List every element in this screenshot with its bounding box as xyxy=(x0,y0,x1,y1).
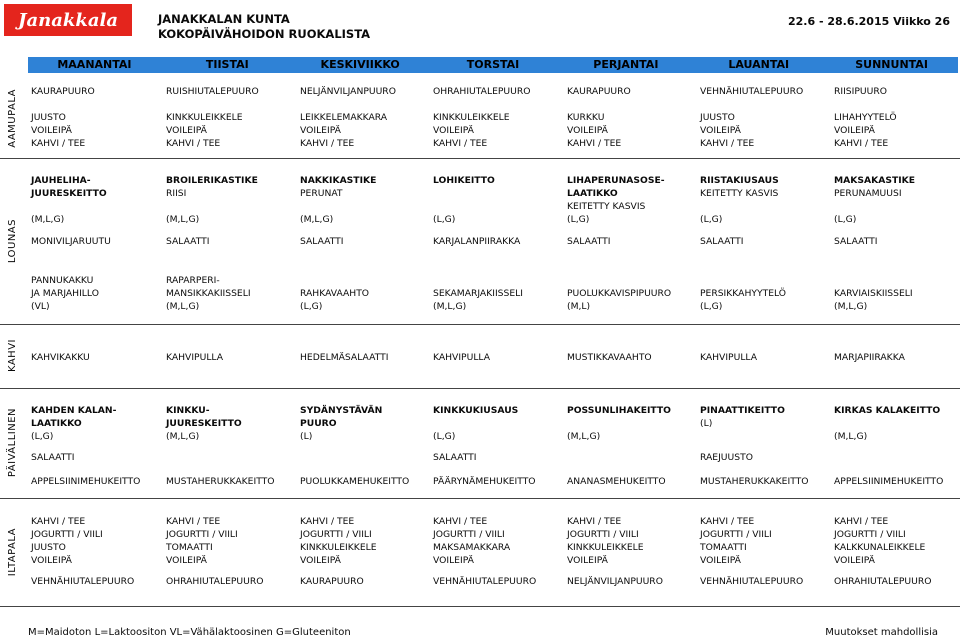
evening-yogurt-cell: JOGURTTI / VIILI xyxy=(31,529,103,540)
section-lounas xyxy=(0,158,960,325)
breakfast-drink-cell: KAHVI / TEE xyxy=(300,138,355,149)
breakfast-porridge-cell: VEHNÄHIUTALEPUURO xyxy=(700,86,804,97)
lunch-diet-cell: (L,G) xyxy=(567,214,590,225)
evening-topping-cell: JUUSTO xyxy=(31,542,66,553)
lunch-main-cell: LIHAPERUNASOSE- LAATIKKO xyxy=(567,175,665,199)
coffee-snack-cell: KAHVIPULLA xyxy=(700,352,758,363)
dinner-main-cell: KIRKAS KALAKEITTO xyxy=(834,405,941,416)
evening-drink-cell: KAHVI / TEE xyxy=(300,516,355,527)
section-kahvi xyxy=(0,324,960,389)
dinner-diet-cell: (M,L,G) xyxy=(567,431,601,442)
lunch-diet-cell: (M,L,G) xyxy=(31,214,65,225)
section-aamupala xyxy=(0,78,960,159)
evening-bread-cell: VOILEIPÄ xyxy=(433,555,474,566)
evening-bread-cell: VOILEIPÄ xyxy=(834,555,875,566)
dinner-diet-cell: (L,G) xyxy=(433,431,456,442)
lunch-extra-cell: SALAATTI xyxy=(700,236,744,247)
section-label: PÄIVÄLLINEN xyxy=(6,408,18,478)
evening-bread-cell: VOILEIPÄ xyxy=(166,555,207,566)
evening-porridge-cell: KAURAPUURO xyxy=(300,576,364,587)
lunch-dessert-cell: RAHKAVAAHTO xyxy=(300,288,370,299)
day-header-bar xyxy=(28,57,958,73)
evening-topping-cell: TOMAATTI xyxy=(700,542,747,553)
evening-porridge-cell: VEHNÄHIUTALEPUURO xyxy=(31,576,135,587)
section-paivallinen xyxy=(0,388,960,499)
evening-drink-cell: KAHVI / TEE xyxy=(433,516,488,527)
evening-topping-cell: KINKKULEIKKELE xyxy=(567,542,644,553)
dinner-dessert-cell: MUSTAHERUKKAKEITTO xyxy=(166,476,275,487)
lunch-diet-cell: (M,L,G) xyxy=(300,214,334,225)
lunch-dessert-cell: PUOLUKKAVISPIPUURO xyxy=(567,288,672,299)
menu-title: KOKOPÄIVÄHOIDON RUOKALISTA xyxy=(158,27,371,41)
coffee-snack-cell: KAHVIPULLA xyxy=(433,352,491,363)
evening-topping-cell: KALKKUNALEIKKELE xyxy=(834,542,926,553)
lunch-diet-cell: (M,L,G) xyxy=(166,214,200,225)
breakfast-drink-cell: KAHVI / TEE xyxy=(31,138,86,149)
lunch-main-cell: MAKSAKASTIKE xyxy=(834,175,916,186)
diet-legend: M=Maidoton L=Laktoositon VL=Vähälaktoosinen G=Gluteeniton xyxy=(28,627,351,638)
evening-drink-cell: KAHVI / TEE xyxy=(31,516,86,527)
breakfast-bread-cell: VOILEIPÄ xyxy=(31,125,72,136)
dinner-dessert-cell: ANANASMEHUKEITTO xyxy=(567,476,666,487)
breakfast-topping-cell: LEIKKELEMAKKARA xyxy=(300,112,388,123)
dinner-main-cell: KINKKUKIUSAUS xyxy=(433,405,519,416)
breakfast-drink-cell: KAHVI / TEE xyxy=(433,138,488,149)
breakfast-topping-cell: LIHAHYYTELÖ xyxy=(834,112,897,123)
dinner-dessert-cell: APPELSIINIMEHUKEITTO xyxy=(834,476,944,487)
section-label: KAHVI xyxy=(6,339,18,373)
evening-yogurt-cell: JOGURTTI / VIILI xyxy=(300,529,372,540)
evening-yogurt-cell: JOGURTTI / VIILI xyxy=(433,529,505,540)
evening-porridge-cell: VEHNÄHIUTALEPUURO xyxy=(433,576,537,587)
day-header: SUNNUNTAI xyxy=(855,58,928,71)
evening-drink-cell: KAHVI / TEE xyxy=(834,516,889,527)
lunch-diet-cell: (L,G) xyxy=(834,214,857,225)
evening-porridge-cell: OHRAHIUTALEPUURO xyxy=(166,576,264,587)
day-header: LAUANTAI xyxy=(728,58,790,71)
evening-porridge-cell: NELJÄNVILJANPUURO xyxy=(567,576,663,587)
breakfast-porridge-cell: RUISHIUTALEPUURO xyxy=(166,86,259,97)
evening-bread-cell: VOILEIPÄ xyxy=(300,555,341,566)
lunch-extra-cell: SALAATTI xyxy=(166,236,210,247)
lunch-extra-cell: MONIVILJARUUTU xyxy=(31,236,111,247)
evening-porridge-cell: OHRAHIUTALEPUURO xyxy=(834,576,932,587)
lunch-extra-cell: SALAATTI xyxy=(834,236,878,247)
lunch-dessert-cell: SEKAMARJAKIISSELI xyxy=(433,288,523,299)
breakfast-drink-cell: KAHVI / TEE xyxy=(166,138,221,149)
coffee-snack-cell: HEDELMÄSALAATTI xyxy=(300,352,389,363)
breakfast-porridge-cell: RIISIPUURO xyxy=(834,86,887,97)
dinner-dessert-cell: APPELSIINIMEHUKEITTO xyxy=(31,476,141,487)
coffee-snack-cell: KAHVIKAKKU xyxy=(31,352,90,363)
breakfast-drink-cell: KAHVI / TEE xyxy=(700,138,755,149)
day-header: MAANANTAI xyxy=(57,58,132,71)
breakfast-porridge-cell: KAURAPUURO xyxy=(567,86,631,97)
lunch-diet-cell: (L,G) xyxy=(433,214,456,225)
dinner-extra-cell: RAEJUUSTO xyxy=(700,452,753,463)
evening-topping-cell: MAKSAMAKKARA xyxy=(433,542,511,553)
lunch-dessert-cell: KARVIAISKIISSELI xyxy=(834,288,913,299)
section-iltapala xyxy=(0,498,960,607)
dinner-dessert-cell: PUOLUKKAMEHUKEITTO xyxy=(300,476,410,487)
dinner-main-cell: POSSUNLIHAKEITTO xyxy=(567,405,671,416)
lunch-dessert-cell: PERSIKKAHYYTELÖ xyxy=(700,288,787,299)
dinner-diet-cell: (M,L,G) xyxy=(166,431,200,442)
lunch-dessert-diet-cell: (VL) xyxy=(31,301,50,312)
dinner-main-cell: PINAATTIKEITTO xyxy=(700,405,785,416)
evening-drink-cell: KAHVI / TEE xyxy=(166,516,221,527)
breakfast-topping-cell: KURKKU xyxy=(567,112,605,123)
lunch-dessert-diet-cell: (M,L) xyxy=(567,301,591,312)
lunch-extra-cell: SALAATTI xyxy=(300,236,344,247)
lunch-diet-cell: (L,G) xyxy=(700,214,723,225)
dinner-extra-cell: SALAATTI xyxy=(31,452,75,463)
date-range: 22.6 - 28.6.2015 Viikko 26 xyxy=(787,15,950,28)
dinner-diet-cell: (L) xyxy=(300,431,313,442)
org-title: JANAKKALAN KUNTA xyxy=(158,12,290,26)
dinner-extra-cell: SALAATTI xyxy=(433,452,477,463)
breakfast-topping-cell: JUUSTO xyxy=(700,112,735,123)
lunch-main-cell: JAUHELIHA- JUURESKEITTO xyxy=(31,175,107,199)
breakfast-porridge-cell: OHRAHIUTALEPUURO xyxy=(433,86,531,97)
lunch-main-cell: RIISTAKIUSAUS xyxy=(700,175,779,186)
evening-drink-cell: KAHVI / TEE xyxy=(700,516,755,527)
breakfast-bread-cell: VOILEIPÄ xyxy=(567,125,608,136)
evening-porridge-cell: VEHNÄHIUTALEPUURO xyxy=(700,576,804,587)
lunch-main-cell: LOHIKEITTO xyxy=(433,175,495,186)
coffee-snack-cell: MUSTIKKAVAAHTO xyxy=(567,352,652,363)
evening-yogurt-cell: JOGURTTI / VIILI xyxy=(166,529,238,540)
dinner-dessert-cell: MUSTAHERUKKAKEITTO xyxy=(700,476,809,487)
evening-yogurt-cell: JOGURTTI / VIILI xyxy=(567,529,639,540)
day-header: TIISTAI xyxy=(205,58,249,71)
breakfast-bread-cell: VOILEIPÄ xyxy=(433,125,474,136)
breakfast-topping-cell: KINKKULEIKKELE xyxy=(166,112,243,123)
lunch-main-cell: NAKKIKASTIKE xyxy=(300,175,377,186)
breakfast-bread-cell: VOILEIPÄ xyxy=(166,125,207,136)
lunch-dessert-cell: RAPARPERI- MANSIKKAKIISSELI xyxy=(166,275,251,299)
lunch-dessert-diet-cell: (L,G) xyxy=(300,301,323,312)
dinner-dessert-cell: PÄÄRYNÄMEHUKEITTO xyxy=(433,476,536,487)
section-label: ILTAPALA xyxy=(6,527,18,577)
dinner-main-cell: KINKKU- JUURESKEITTO xyxy=(166,405,242,429)
breakfast-bread-cell: VOILEIPÄ xyxy=(834,125,875,136)
changes-note: Muutokset mahdollisia xyxy=(825,627,938,638)
dinner-main-cell: SYDÄNYSTÄVÄN PUURO xyxy=(300,405,383,429)
day-header: PERJANTAI xyxy=(593,58,659,71)
coffee-snack-cell: MARJAPIIRAKKA xyxy=(834,352,905,363)
section-label: LOUNAS xyxy=(6,218,18,264)
lunch-extra-cell: SALAATTI xyxy=(567,236,611,247)
evening-topping-cell: TOMAATTI xyxy=(166,542,213,553)
lunch-side-cell: KEITETTY KASVIS xyxy=(567,201,646,212)
lunch-extra-cell: KARJALANPIIRAKKA xyxy=(433,236,521,247)
dinner-diet-cell: (M,L,G) xyxy=(834,431,868,442)
evening-yogurt-cell: JOGURTTI / VIILI xyxy=(834,529,906,540)
breakfast-drink-cell: KAHVI / TEE xyxy=(834,138,889,149)
lunch-dessert-diet-cell: (M,L,G) xyxy=(834,301,868,312)
breakfast-porridge-cell: NELJÄNVILJANPUURO xyxy=(300,86,396,97)
lunch-dessert-diet-cell: (L,G) xyxy=(700,301,723,312)
dinner-main-cell: KAHDEN KALAN- LAATIKKO xyxy=(31,405,117,429)
dinner-diet-cell: (L) xyxy=(700,418,713,429)
day-header: TORSTAI xyxy=(466,58,520,71)
logo: Janakkala xyxy=(4,4,132,36)
evening-bread-cell: VOILEIPÄ xyxy=(700,555,741,566)
day-header: KESKIVIIKKO xyxy=(320,58,400,71)
lunch-side-cell: KEITETTY KASVIS xyxy=(700,188,779,199)
lunch-side-cell: RIISI xyxy=(166,188,187,199)
section-label: AAMUPALA xyxy=(6,88,18,148)
evening-yogurt-cell: JOGURTTI / VIILI xyxy=(700,529,772,540)
lunch-side-cell: PERUNAT xyxy=(300,188,343,199)
coffee-snack-cell: KAHVIPULLA xyxy=(166,352,224,363)
evening-drink-cell: KAHVI / TEE xyxy=(567,516,622,527)
evening-bread-cell: VOILEIPÄ xyxy=(31,555,72,566)
dinner-diet-cell: (L,G) xyxy=(31,431,54,442)
breakfast-porridge-cell: KAURAPUURO xyxy=(31,86,95,97)
breakfast-drink-cell: KAHVI / TEE xyxy=(567,138,622,149)
evening-topping-cell: KINKKULEIKKELE xyxy=(300,542,377,553)
breakfast-topping-cell: JUUSTO xyxy=(31,112,66,123)
lunch-main-cell: BROILERIKASTIKE xyxy=(166,175,258,186)
breakfast-topping-cell: KINKKULEIKKELE xyxy=(433,112,510,123)
breakfast-bread-cell: VOILEIPÄ xyxy=(300,125,341,136)
lunch-dessert-diet-cell: (M,L,G) xyxy=(166,301,200,312)
lunch-dessert-cell: PANNUKAKKU JA MARJAHILLO xyxy=(31,275,99,299)
lunch-dessert-diet-cell: (M,L,G) xyxy=(433,301,467,312)
breakfast-bread-cell: VOILEIPÄ xyxy=(700,125,741,136)
lunch-side-cell: PERUNAMUUSI xyxy=(834,188,902,199)
evening-bread-cell: VOILEIPÄ xyxy=(567,555,608,566)
